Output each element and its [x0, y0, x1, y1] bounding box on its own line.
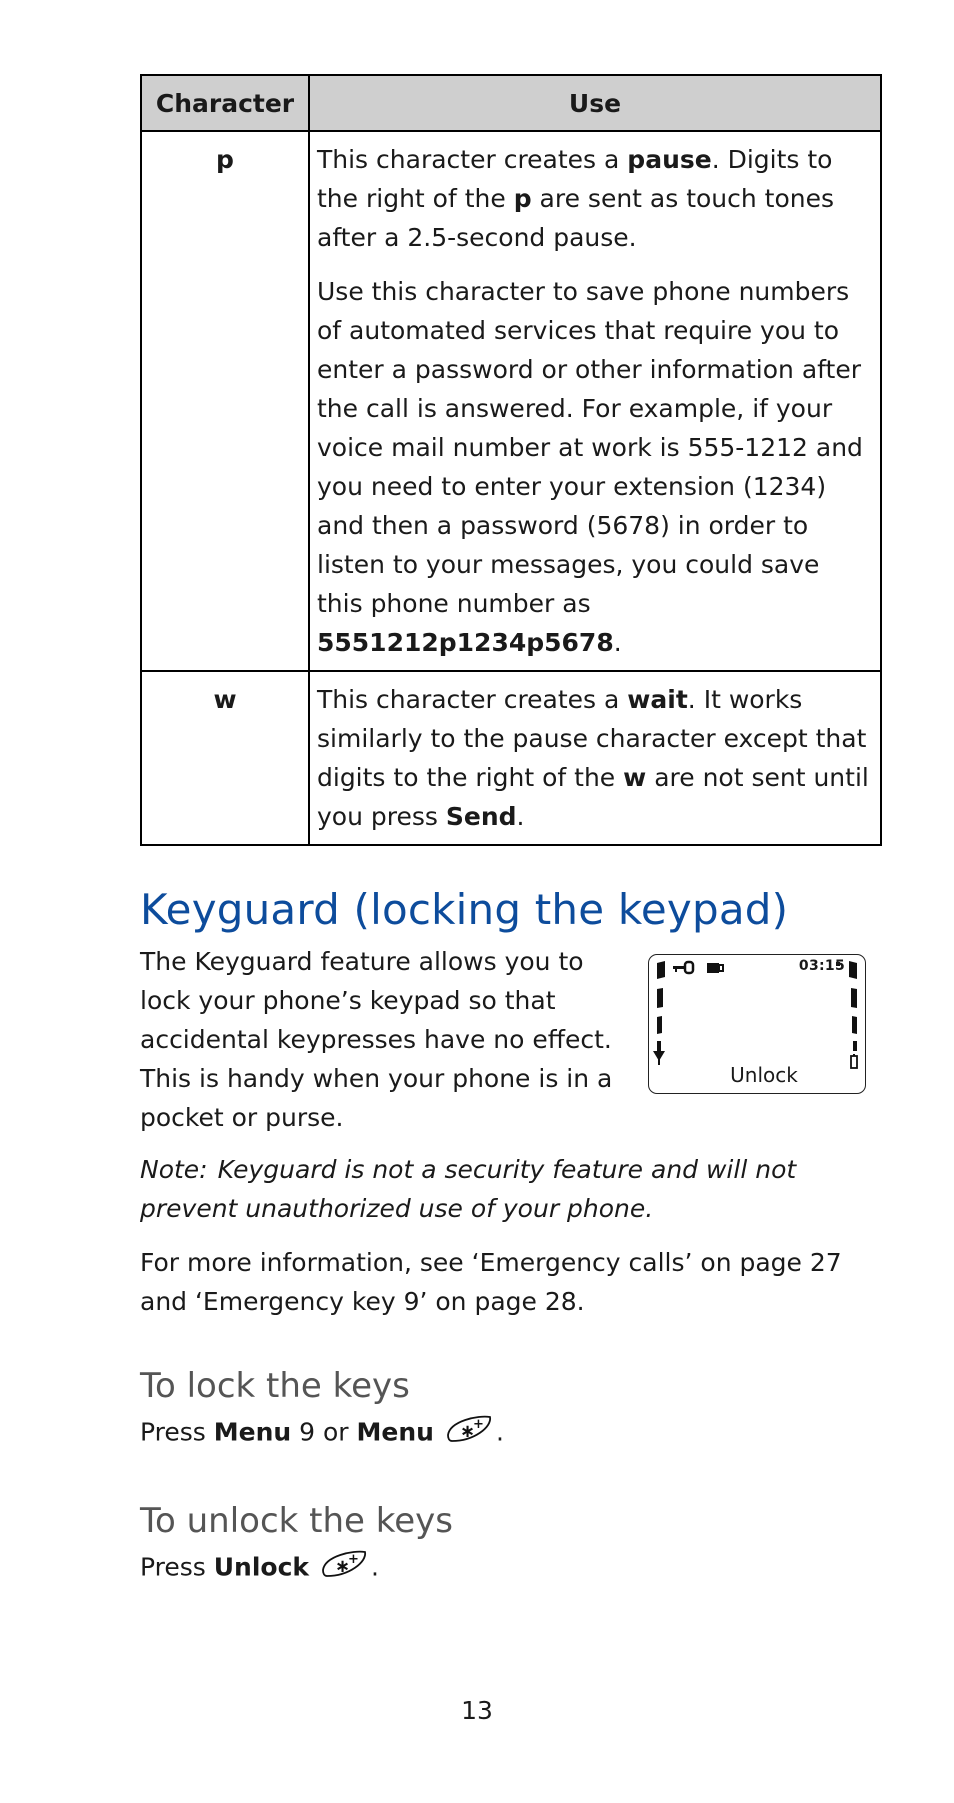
star-key-icon [319, 1546, 369, 1591]
note-text: Keyguard is not a security feature and will not prevent unauthorized use of your phone. [140, 1155, 797, 1223]
screen-softkey-label: Unlock [730, 1063, 798, 1087]
unlock-heading: To unlock the keys [140, 1501, 453, 1541]
battery-level-bar [849, 961, 857, 1068]
phone-screen-illustration [648, 954, 866, 1094]
table-row [141, 131, 881, 671]
special-characters-table [140, 74, 882, 846]
lock-heading: To lock the keys [140, 1366, 410, 1406]
page-content [140, 74, 880, 1591]
character-cell: w [141, 671, 309, 845]
more-info-paragraph: For more information, see ‘Emergency calls’ on page 27 and ‘Emergency key 9’ on page 28. [140, 1248, 842, 1316]
star-key-icon [444, 1411, 494, 1456]
signal-bar-icon [657, 961, 665, 1051]
table-row [141, 671, 881, 845]
svg-text:∗: ∗ [459, 1421, 476, 1442]
intro-paragraph: The Keyguard feature allows you to lock your phone’s keypad so that accidental keypresses have no effect. This is handy when your phone is in a pocket or purse. [140, 947, 613, 1132]
svg-text:∗: ∗ [335, 1556, 351, 1577]
use-paragraph: This character creates a wait. It works similarly to the pause character except that digits to the right of the w are not sent until you press Send. [317, 685, 869, 831]
key-icon [673, 962, 693, 973]
header-character: Character [141, 75, 309, 131]
use-cell [309, 671, 881, 845]
unlock-instruction: Press Unlock ∗ + . [140, 1546, 880, 1591]
use-paragraph: This character creates a pause. Digits to the right of the p are sent as touch tones after a 2.5-second pause. [317, 145, 835, 252]
lock-instruction: Press Menu 9 or Menu ∗ + . [140, 1411, 880, 1456]
use-paragraph: Use this character to save phone numbers of automated services that require you to enter a password or other information after the call is answered. For example, if your voice mail number at work is 555-1212 and you need to enter your extension (1234) and then a password (5678) in order to listen to your messages, you could save this phone number as 5551212p1234p5678. [317, 277, 863, 657]
svg-text:+: + [472, 1417, 484, 1432]
svg-text:+: + [348, 1552, 359, 1567]
intro-block [140, 942, 880, 1136]
use-cell [309, 131, 881, 671]
note-label: Note: [140, 1155, 208, 1184]
table-header-row [141, 75, 881, 131]
character-cell: p [141, 131, 309, 671]
screen-clock: 03:15 [798, 958, 845, 974]
page-number: 13 [461, 1696, 493, 1725]
battery-icon [707, 963, 723, 973]
header-use: Use [309, 75, 881, 131]
note-paragraph [140, 1150, 880, 1228]
section-title: Keyguard (locking the keypad) [140, 885, 789, 934]
